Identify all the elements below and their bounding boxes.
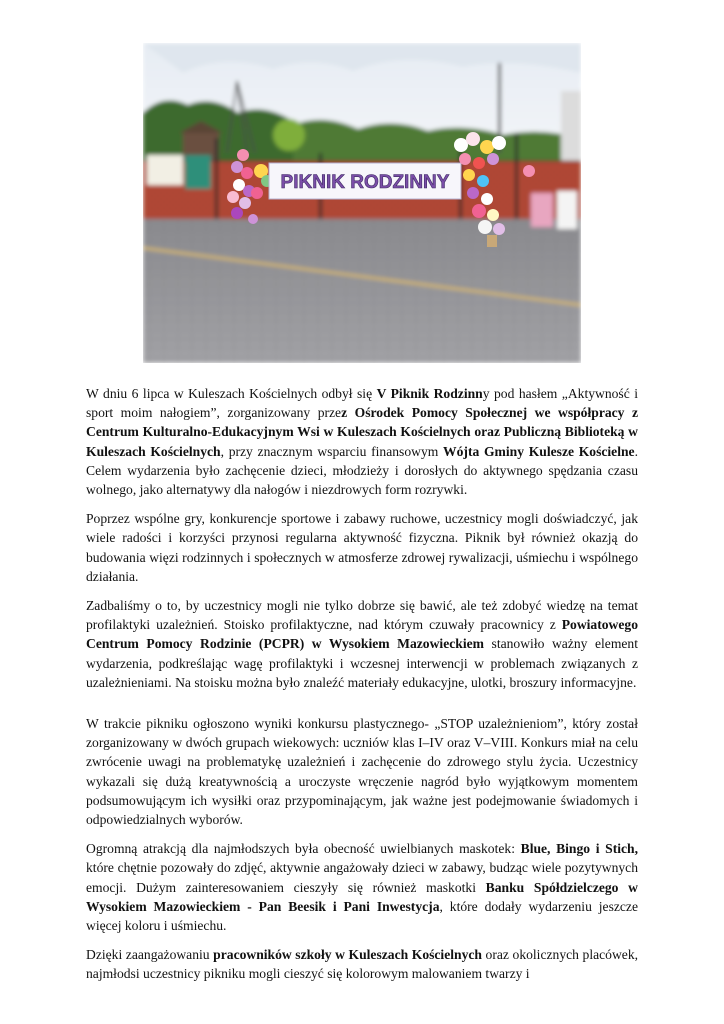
text-run: oraz okolicznych placówek, najmłodsi uczestnicy pikniku mogli cieszyć się kolorowym malowaniem twarzy i [86, 947, 639, 982]
article-body [86, 384, 638, 994]
article-paragraph [86, 384, 638, 499]
text-run: stanowiło ważny element wydarzenia, podkreślając wagę profilaktyki i wczesnej interwencji w problemach związanych z uzależnieniami. Na stoisku można było znaleźć materiały edukacyjne, ulotki, broszury informacyjne. [86, 636, 639, 690]
text-run: . Celem wydarzenia było zachęcenie dzieci, młodzieży i dorosłych do aktywnego spędzania czasu wolnego, jako alternatywy dla nałogów i niezdrowych form rozrywki. [86, 443, 638, 498]
event-photo [143, 43, 581, 363]
banner [269, 163, 461, 199]
text-run: W trakcie pikniku ogłoszono wyniki konkursu plastycznego- „STOP uzależnieniom”, który został zorganizowany w dwóch grupach wiekowych: uczniów klas I–IV oraz V–VIII. Konkurs miał na celu zwrócenie uwagi na problematykę uzależnień i zachęcenie do zdrowego stylu życia. Uczestnicy wykazali się dużą kreatywnością a uroczyste wręczenie nagród było wyjątkowym momentem podsumowującym ich wysiłki oraz przypominającym, jak ważne jest podejmowanie świadomych i odpowiedzialnych wyborów. [86, 716, 638, 828]
bold-text: V Piknik Rodzinn [376, 386, 483, 401]
article-paragraph [86, 945, 638, 983]
bold-text: Blue, Bingo i Stich, [520, 841, 638, 857]
bold-text: pracowników szkoły w Kuleszach Kościelnych [213, 947, 482, 963]
text-run: Zadbaliśmy o to, by uczestnicy mogli nie tylko dobrze się bawić, ale też zdobyć wiedzę na temat profilaktyki uzależnień. Stoisko profilaktyczne, nad którym czuwały pracownicy z [86, 598, 638, 633]
article-paragraph [86, 714, 638, 829]
article-paragraph [86, 509, 638, 586]
bold-text: Banku Spółdzielczego w Wysokiem Mazowieckiem - Pan Beesik i Pani Inwestycja [86, 879, 638, 914]
event-photo-illustration [143, 43, 581, 363]
text-run: y pod hasłem „Aktywność i sport moim nałogiem”, zorganizowany prze [86, 386, 638, 421]
article-paragraph [86, 839, 638, 935]
text-run: Dzięki zaangażowaniu [86, 947, 214, 963]
article-paragraph [86, 596, 638, 692]
bold-text: z Ośrodek Pomocy Społecznej we współpracy z Centrum Kulturalno-Edukacyjnym Wsi w Kuleszach Kościelnych oraz Publiczną Biblioteką w Kuleszach Kościelnych [86, 405, 639, 459]
text-run: które chętnie pozowały do zdjęć, aktywnie angażowały dzieci w zabawy, budząc wiele pozytywnych emocji. Dużym zainteresowaniem cieszyły się również maskotki [86, 860, 638, 895]
banner-text: PIKNIK RODZINNY [280, 172, 450, 193]
text-run: W dniu 6 lipca w Kuleszach Kościelnych odbył się [86, 386, 377, 401]
bold-text: Powiatowego Centrum Pomocy Rodzinie (PCPR) w Wysokiem Mazowieckiem [86, 617, 638, 652]
text-run: , przy znacznym wsparciu finansowym [220, 443, 444, 459]
text-run: Poprzez wspólne gry, konkurencje sportowe i zabawy ruchowe, uczestnicy mogli doświadczyć, jak wiele radości i korzyści przynosi regularna aktywność fizyczna. Piknik był również okazją do budowania więzi rodzinnych i społecznych w atmosferze zdrowej rywalizacji, uśmiechu i wspólnego działania. [86, 511, 638, 584]
text-run: , które dodały wydarzeniu jeszcze więcej koloru i uśmiechu. [86, 898, 638, 934]
bold-text: Wójta Gminy Kulesze Kościelne [443, 443, 635, 459]
text-run: Ogromną atrakcją dla najmłodszych była obecność uwielbianych maskotek: [86, 841, 521, 857]
